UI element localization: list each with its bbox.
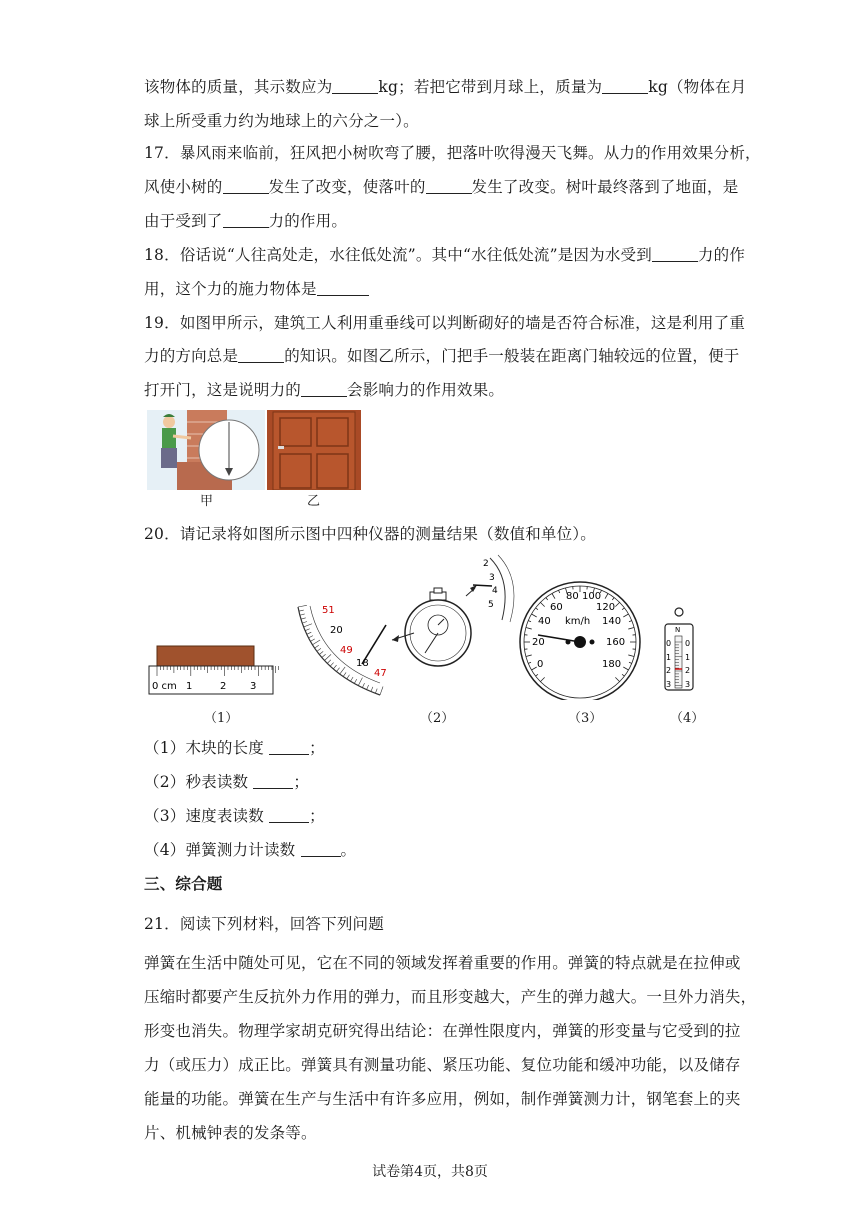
answer-blank[interactable] xyxy=(223,178,269,194)
text: 。 xyxy=(340,841,357,859)
text: 发生了改变，使落叶的 xyxy=(268,178,426,196)
stopwatch-minute-scale xyxy=(298,605,387,695)
answer-blank[interactable] xyxy=(269,807,309,823)
question-19-line2 xyxy=(144,346,740,366)
text: 力的作 xyxy=(697,246,746,264)
passage-line-1: 弹簧在生活中随处可见，它在不同的领域发挥着重要的作用。弹簧的特点就是在拉伸或 xyxy=(144,954,741,972)
tick-mark xyxy=(301,618,306,619)
spring-right-3: 3 xyxy=(685,680,691,689)
text: 打开门，这是说明力的 xyxy=(144,381,302,399)
text: kg（物体在月 xyxy=(648,78,747,96)
tick-mark xyxy=(309,636,313,638)
tick-mark xyxy=(310,639,314,641)
tick-mark xyxy=(304,624,312,627)
section-heading: 三、综合题 xyxy=(144,874,223,893)
ruler-label-3: 3 xyxy=(250,681,257,692)
spring-right-1: 1 xyxy=(685,653,691,662)
figure-caption-jia: 甲 xyxy=(200,494,214,509)
spring-right-2: 2 xyxy=(685,666,691,675)
page-footer: 试卷第4页，共8页 xyxy=(372,1164,488,1180)
question-17-line3 xyxy=(144,211,724,231)
stopwatch-second-scale xyxy=(473,555,514,622)
text: ； xyxy=(309,807,325,825)
ruler-with-block xyxy=(149,646,279,694)
spring-left-2: 2 xyxy=(666,666,672,675)
tick-mark xyxy=(350,677,353,681)
tick-mark xyxy=(347,675,350,679)
tick-mark xyxy=(333,665,336,669)
instrument-caption-1: （1） xyxy=(204,711,239,726)
speed-label-60: 60 xyxy=(550,602,563,613)
passage-line-4: 力（或压力）成正比。弹簧具有测量功能、紧压功能、复位功能和缓冲功能，以及储存 xyxy=(144,1056,741,1074)
passage-line-3: 形变也消失。物理学家胡克研究得出结论：在弹性限度内，弹簧的形变量与它受到的拉 xyxy=(144,1022,741,1040)
stopwatch xyxy=(392,585,477,666)
tick-mark xyxy=(354,679,356,683)
spring-unit: N xyxy=(675,626,681,634)
tick-mark xyxy=(325,654,332,660)
figure-19-illustration xyxy=(147,410,362,490)
text: （3）速度表读数 xyxy=(144,807,264,825)
question-18 xyxy=(144,245,746,265)
answer-blank[interactable] xyxy=(332,78,378,94)
text: 发生了改变。树叶最终落到了地面，是 xyxy=(471,178,739,196)
tick-mark xyxy=(340,667,345,674)
ruler-label-2: 2 xyxy=(220,681,227,692)
tick-mark xyxy=(312,640,320,645)
tick-mark xyxy=(305,629,310,631)
tick-mark xyxy=(319,651,323,654)
minute-label-47: 47 xyxy=(374,668,387,679)
spring-left-1: 1 xyxy=(666,653,672,662)
answer-blank[interactable] xyxy=(253,773,293,789)
tick-mark xyxy=(322,654,326,657)
sub-question-4 xyxy=(144,840,724,860)
question-17: 17．暴风雨来临前，狂风把小树吹弯了腰，把落叶吹得漫天飞舞。从力的作用效果分析， xyxy=(144,144,761,162)
minute-label-18: 18 xyxy=(356,658,369,669)
minute-label-51: 51 xyxy=(322,605,335,616)
answer-blank[interactable] xyxy=(223,212,269,228)
spring-right-0: 0 xyxy=(685,639,691,648)
speed-label-40: 40 xyxy=(538,616,551,627)
question-19: 19．如图甲所示，建筑工人利用重垂线可以判断砌好的墙是否符合标准，这是利用了重 xyxy=(144,314,746,332)
text: （1）木块的长度 xyxy=(144,739,264,757)
minute-label-20: 20 xyxy=(330,625,343,636)
speed-label-80: 80 xyxy=(566,591,579,602)
text: 18．俗话说“人往高处走，水往低处流”。其中“水往低处流”是因为水受到 xyxy=(144,246,652,264)
speedometer xyxy=(520,582,640,700)
answer-blank[interactable] xyxy=(317,280,369,296)
question-17-line2 xyxy=(144,177,739,197)
text: kg；若把它带到月球上，质量为 xyxy=(378,78,603,96)
text: 会影响力的作用效果。 xyxy=(347,381,505,399)
text: （2）秒表读数 xyxy=(144,773,249,791)
speed-label-120: 120 xyxy=(596,602,616,613)
tick-mark xyxy=(317,648,321,651)
dial-label-3: 3 xyxy=(489,573,495,583)
dial-label-5: 5 xyxy=(488,600,494,610)
text: 该物体的质量，其示数应为 xyxy=(144,78,333,96)
spring-scale xyxy=(665,608,693,690)
tick-mark xyxy=(371,687,373,692)
tick-mark xyxy=(375,689,377,694)
figure-20-instruments xyxy=(140,550,700,700)
tick-mark xyxy=(330,663,333,667)
answer-blank[interactable] xyxy=(602,78,648,94)
passage-line-5: 能量的功能。弹簧在生产与生活中有许多应用，例如，制作弹簧测力计，钢笔套上的夹 xyxy=(144,1090,741,1108)
speed-label-160: 160 xyxy=(606,637,626,648)
question-19-line3 xyxy=(144,380,724,400)
text: ； xyxy=(309,739,325,757)
sub-question-3 xyxy=(144,806,724,826)
spring-left-0: 0 xyxy=(666,639,672,648)
instrument-caption-2: （2） xyxy=(420,711,455,726)
tick-mark xyxy=(307,632,312,634)
passage-line-2: 压缩时都要产生反抗外力作用的弹力，而且形变越大，产生的弹力越大。一旦外力消失， xyxy=(144,988,757,1006)
tick-mark xyxy=(362,683,364,688)
question-18-line2 xyxy=(144,279,724,299)
text: 力的作用。 xyxy=(268,212,348,230)
tick-mark xyxy=(358,678,362,686)
ruler-label-0: 0 cm xyxy=(152,681,177,692)
text: 的知识。如图乙所示，门把手一般装在距离门轴较远的位置，便于 xyxy=(284,347,740,365)
text: ； xyxy=(293,773,310,791)
text: 由于受到了 xyxy=(144,212,223,230)
text: 风使小树的 xyxy=(144,178,223,196)
answer-blank[interactable] xyxy=(426,178,472,194)
tick-mark xyxy=(298,605,307,607)
question-21: 21．阅读下列材料，回答下列问题 xyxy=(144,915,384,933)
question-20: 20．请记录将如图所示图中四种仪器的测量结果（数值和单位）。 xyxy=(144,525,596,543)
speed-label-20: 20 xyxy=(532,637,545,648)
minute-label-49: 49 xyxy=(340,645,353,656)
speed-label-100: 100 xyxy=(582,591,602,602)
tick-mark xyxy=(336,668,339,672)
spring-left-3: 3 xyxy=(666,680,672,689)
text: 用，这个力的施力物体是 xyxy=(144,280,317,298)
answer-blank[interactable] xyxy=(652,246,698,262)
speed-label-140: 140 xyxy=(602,616,622,627)
sub-question-2 xyxy=(144,772,724,792)
tick-mark xyxy=(299,610,304,611)
speed-label-180: 180 xyxy=(602,659,622,670)
line-q16-end xyxy=(144,77,747,97)
instrument-caption-4: （4） xyxy=(670,711,705,726)
text: 力的方向总是 xyxy=(144,347,239,365)
speed-label-0: 0 xyxy=(537,659,544,670)
answer-blank[interactable] xyxy=(238,347,284,363)
tick-mark xyxy=(380,687,383,695)
answer-blank[interactable] xyxy=(301,841,341,857)
ruler-label-1: 1 xyxy=(186,681,193,692)
tick-mark xyxy=(302,622,307,624)
figure-caption-yi: 乙 xyxy=(307,494,321,509)
line-q16-end-2: 球上所受重力约为地球上的六分之一）。 xyxy=(144,112,419,130)
instrument-caption-3: （3） xyxy=(568,711,603,726)
tick-mark xyxy=(315,645,319,648)
answer-blank[interactable] xyxy=(269,739,309,755)
passage-line-6: 片、机械钟表的发条等。 xyxy=(144,1124,317,1142)
text: （4）弹簧测力计读数 xyxy=(144,841,296,859)
sub-question-1 xyxy=(144,738,724,758)
tick-mark xyxy=(327,660,331,664)
tick-mark xyxy=(300,614,305,615)
answer-blank[interactable] xyxy=(301,381,347,397)
tick-mark xyxy=(367,685,369,690)
tick-mark xyxy=(343,672,346,676)
speed-unit: km/h xyxy=(565,616,591,627)
dial-label-2: 2 xyxy=(483,559,489,569)
dial-label-4: 4 xyxy=(492,586,498,596)
